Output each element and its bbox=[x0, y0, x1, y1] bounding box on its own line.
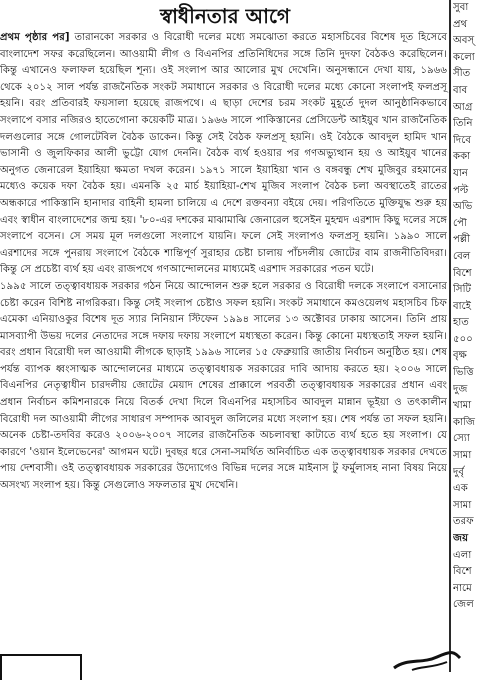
neighbor-column-line: ককা bbox=[453, 151, 471, 163]
neighbor-column-line: তরফ bbox=[453, 516, 474, 528]
neighbor-column-line: সামা bbox=[453, 450, 472, 462]
neighbor-column-line: জয় bbox=[453, 533, 469, 544]
neighbor-column-line: বেল bbox=[453, 250, 471, 262]
continuation-lead-in: প্রথম পৃষ্ঠার পর] bbox=[0, 32, 70, 43]
neighbor-column-line: পল্লী bbox=[453, 234, 471, 246]
neighbor-column-line: সীত bbox=[453, 68, 471, 80]
neighbor-column bbox=[453, 0, 477, 672]
neighbor-column-line: ৫০০ bbox=[453, 333, 473, 345]
neighbor-column-line: খামা bbox=[453, 400, 472, 412]
neighbor-column-line: দুজ bbox=[453, 383, 468, 395]
paragraph-1-text: তারানকো সরকার ও বিরোধী দলের মধ্যে সমঝোতা করতে মহাসচিবের বিশেষ দূত হিসেবে বাংলাদেশ সফর করেছিলেন। আওয়ামী লীগ ও বিএনপির প্রতিনিধিদের সঙ্গে তিনি দুদফা বৈঠকও করেছিলেন। কিন্তু এখানেও ফলাফল হয়েছিল শূন্য। ওই সংলাপ আর আলোর মুখ দেখেনি। অনুসন্ধানে দেখা যায়, ১৯৬৬ থেকে ২০১২ সাল পর্যন্ত রাজনৈতিক সংকট সমাধানে সরকার ও বিরোধী দলের মধ্যে কোনো সংলাপই ফলপ্রসূ হয়নি। বরং প্রতিবারই ফয়সালা হয়েছে রাজপথে। এ ছাড়া দেশের চরম সংকট মুহূর্তে দুদল আনুষ্ঠানিকভাবে সংলাপে বসার নজিরও হাতেগোনা কয়েকটি মাত্র। ১৯৬৬ সালে পাকিস্তানের প্রেসিডেন্ট আইয়ুব খান রাজনৈতিক দলগুলোর সঙ্গে গোলটেবিল বৈঠক ডাকেন। কিন্তু সেই বৈঠক ফলপ্রসূ হয়নি। ওই বৈঠকে আবদুল হামিদ খান ভাসানী ও জুলফিকার আলী ভুট্টো যোগ দেননি। বৈঠক ব্যর্থ হওয়ার পর গণঅভ্যুত্থান হয় ও আইয়ুব খানের অনুগত জেনারেল ইয়াহিয়া ক্ষমতা দখল করেন। ১৯৭১ সালে ইয়াহিয়া খান ও বঙ্গবন্ধু শেখ মুজিবুর রহমানের মধ্যেও কয়েক দফা বৈঠক হয়। এমনকি ২৫ মার্চ ইয়াহিয়া-শেখ মুজিব সংলাপ বৈঠক চলা অবস্থাতেই রাতের অন্ধকারে পাকিস্তানি হানাদার বাহিনী হামলা চালিয়ে এ দেশে রক্তবন্যা বইয়ে দেয়। পরিণতিতে মুক্তিযুদ্ধ শুরু হয় এবং স্বাধীন বাংলাদেশের জন্ম হয়। '৮০-এর দশকের মাঝামাঝি জেনারেল হুসেইন মুহম্মদ এরশাদ কিছু দলের সঙ্গে সংলাপে বসেন। সে সময় মূল দলগুলো সংলাপে যায়নি। ফলে সেই সংলাপও ফলপ্রসূ হয়নি। ১৯৯০ সালে এরশাদের সঙ্গে পুনরায় সংলাপে বৈঠকে শান্তিপূর্ণ সুরাহার চেষ্টা চালায় পাঁচদলীয় জোটের বাম রাজনীতিবিদরা। কিন্তু সে প্রচেষ্টা ব্যর্থ হয় এবং রাজপথে গণআন্দোলনের মাধ্যমেই এরশাদ সরকারের পতন ঘটে। bbox=[0, 32, 447, 276]
neighbor-column-line: সামা bbox=[453, 499, 472, 511]
next-article-box bbox=[0, 654, 82, 680]
neighbor-column-line: কলো bbox=[453, 51, 475, 63]
neighbor-column-line: আগ্র bbox=[453, 101, 473, 113]
neighbor-column-line: বিশে bbox=[453, 267, 472, 279]
neighbor-column-line: সিটি bbox=[453, 284, 472, 296]
neighbor-column-line: তিনি bbox=[453, 118, 473, 130]
column-divider bbox=[449, 0, 451, 672]
neighbor-column-line: স্যো bbox=[453, 433, 470, 445]
neighbor-column-line: হাত bbox=[453, 317, 469, 329]
neighbor-column-line: দিবে bbox=[453, 134, 472, 146]
neighbor-column-line: যান bbox=[453, 167, 468, 179]
article-headline: স্বাধীনতার আগে bbox=[159, 4, 291, 28]
neighbor-column-line: অবস্ bbox=[453, 35, 475, 47]
neighbor-column-line: অভি bbox=[453, 201, 473, 213]
neighbor-column-line: এক bbox=[453, 483, 468, 495]
neighbor-column-line: বৃক্ষ bbox=[453, 350, 467, 362]
neighbor-column-line: কাজি bbox=[453, 416, 476, 428]
neighbor-column-line: সুবা bbox=[453, 2, 469, 13]
neighbor-column-line: পৌ bbox=[453, 217, 467, 229]
decorative-mark bbox=[392, 648, 462, 672]
neighbor-column-line: বিশে bbox=[453, 566, 472, 578]
neighbor-column-line: এলা bbox=[453, 549, 472, 561]
article-body bbox=[0, 30, 450, 495]
neighbor-column-line: দুর্বৃ bbox=[453, 466, 465, 478]
neighbor-column-line: বাব bbox=[453, 84, 468, 96]
neighbor-column-line: ভিত্তি bbox=[453, 367, 474, 379]
article-paragraph-2: ১৯৯৫ সালে তত্ত্বাবধায়ক সরকার গঠন নিয়ে আন্দোলন শুরু হলে সরকার ও বিরোধী দলকে সংলাপে বসানোর চেষ্টা করেন বিশিষ্ট নাগরিকরা। কিন্তু সেই সংলাপ চেষ্টাও সফল হয়নি। সংকট সমাধানে কমওয়েলথ মহাসচিব চিফ এমেকা এনিয়াওকুর বিশেষ দূত স্যার নিনিয়ান স্টিফেন ১৯৯৪ সালের ১৩ অক্টোবর ঢাকায় আসেন। তিনি প্রায় মাসব্যাপী উভয় দলের নেতাদের সঙ্গে দফায় দফায় সংলাপে মধ্যস্থতা করেন। কিন্তু কোনো মধ্যস্থতাই সফল হয়নি। বরং প্রধান বিরোধী দল আওয়ামী লীগকে ছাড়াই ১৯৯৬ সালের ১৫ ফেব্রুয়ারি জাতীয় নির্বাচন অনুষ্ঠিত হয়। শেষ পর্যন্ত ব্যাপক ধ্বংসাত্মক আন্দোলনের মাধ্যমে তত্ত্বাবধায়ক সরকারের দাবি আদায় করতে হয়। ২০০৬ সালে বিএনপির নেতৃত্বাধীন চারদলীয় জোটের মেয়াদ শেষের প্রাক্কালে পরবর্তী তত্ত্বাবধায়ক সরকারের প্রধান এবং প্রধান নির্বাচন কমিশনারকে নিয়ে বিতর্ক দেখা দিলে বিএনপির মহাসচিব আবদুল মান্নান ভূইয়া ও তৎকালীন বিরোধী দল আওয়ামী লীগের সাধারণ সম্পাদক আবদুল জলিলের মধ্যে সংলাপ হয়। শেষ পর্যন্ত তা সফল হয়নি। অনেক চেষ্টা-তদবির করেও ২০০৬-২০০৭ সালের রাজনৈতিক অচলাবস্থা কাটাতে ব্যর্থ হতে হয় সংলাপ। যে কারণে 'ওয়ান ইলেভেনের' আগমন ঘটে। দুবছর ধরে সেনা-সমর্থিত অনির্বাচিত এক তত্ত্বাবধায়ক সরকার দেখতে পায় দেশবাসী। ওই তত্ত্বাবধায়ক সরকারের উদ্যোগেও বিভিন্ন দলের সঙ্গে মাইনাস টু ফর্মুলাসহ নানা বিষয় নিয়ে অসংখ্য সংলাপ হয়। কিন্তু সেগুলোও সফলতার মুখ দেখেনি। bbox=[0, 280, 447, 492]
neighbor-column-line: নামে bbox=[453, 582, 472, 594]
neighbor-column-line: প্রথ bbox=[453, 18, 468, 30]
neighbor-column-line: জেল bbox=[453, 599, 474, 611]
neighbor-column-line: বাইে bbox=[453, 300, 472, 312]
neighbor-column-line: পল্ট bbox=[453, 184, 469, 196]
article-paragraph-1 bbox=[0, 30, 447, 279]
